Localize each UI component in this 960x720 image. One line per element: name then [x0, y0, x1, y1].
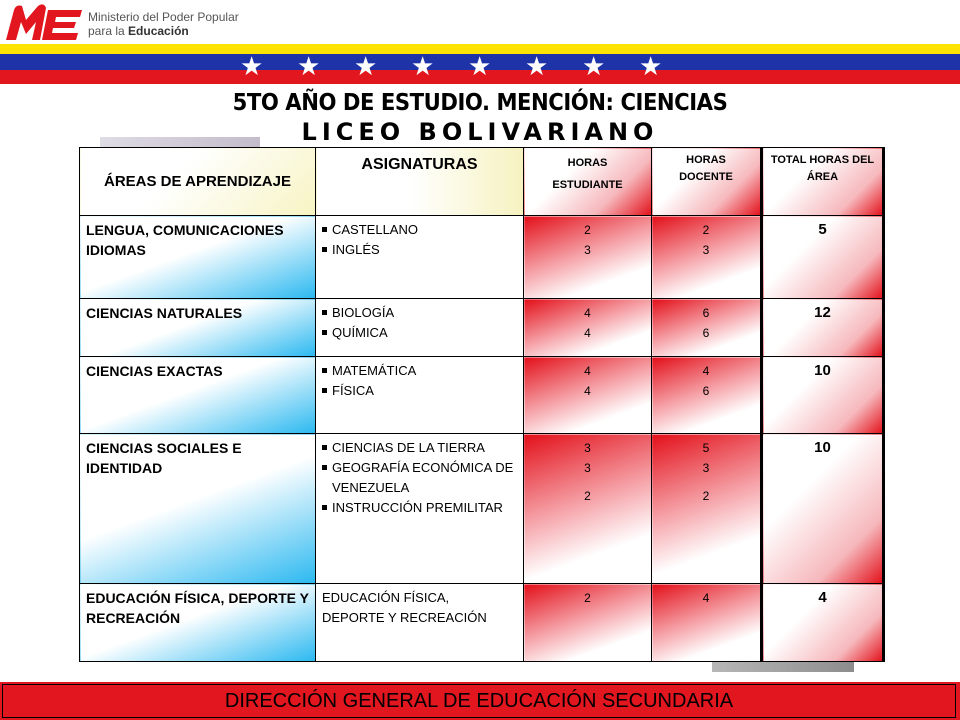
- flag-star-icon: ★: [468, 51, 492, 81]
- flag-star-icon: ★: [582, 51, 606, 81]
- hour-value: 4: [584, 306, 591, 320]
- subject-item: FÍSICA: [322, 381, 517, 401]
- flag-star-icon: ★: [354, 51, 378, 81]
- hour-value: 3: [702, 461, 710, 475]
- subject-item: MATEMÁTICA: [322, 361, 517, 381]
- subject-item: INSTRUCCIÓN PREMILITAR: [322, 498, 517, 518]
- ministry-line-1: Ministerio del Poder Popular: [88, 10, 239, 24]
- flag-star-icon: ★: [297, 51, 321, 81]
- teacher-hours-cell: [652, 299, 762, 357]
- subjects-cell: [316, 357, 524, 434]
- table-row: [80, 216, 884, 299]
- hour-value: 2: [702, 489, 710, 503]
- subject-item: BIOLOGÍA: [322, 303, 517, 323]
- hour-value: 4: [702, 364, 710, 378]
- subject-item: GEOGRAFÍA ECONÓMICA DE VENEZUELA: [322, 458, 517, 498]
- student-hours-cell: [524, 434, 652, 584]
- ministry-line-2-prefix: para la: [88, 24, 125, 38]
- hour-value: 4: [702, 591, 710, 605]
- subjects-cell: [316, 216, 524, 299]
- table-row: [80, 434, 884, 584]
- flag-star-icon: ★: [639, 51, 663, 81]
- ministry-logo: [4, 2, 254, 44]
- subject-item: CIENCIAS DE LA TIERRA: [322, 438, 517, 458]
- subject-list: [322, 220, 517, 260]
- area-cell: CIENCIAS NATURALES: [80, 299, 316, 357]
- hour-value: 4: [584, 364, 591, 378]
- subject-plain: DEPORTE Y RECREACIÓN: [322, 610, 487, 625]
- table-row: [80, 584, 884, 662]
- header-horas-docente: HORAS DOCENTE: [652, 148, 762, 216]
- hour-value: 6: [702, 326, 710, 340]
- subject-plain: EDUCACIÓN FÍSICA,: [322, 590, 450, 605]
- total-hours-cell: 12: [762, 299, 884, 357]
- student-hours-cell: [524, 584, 652, 662]
- total-hours-cell: 5: [762, 216, 884, 299]
- curriculum-table: [79, 147, 885, 662]
- hour-value: 3: [584, 243, 591, 257]
- page-subtitle: LICEO BOLIVARIANO: [301, 118, 659, 140]
- me-logo-icon: [4, 2, 84, 42]
- subjects-cell: [316, 584, 524, 662]
- ministry-line-2: [88, 24, 239, 38]
- hour-value: 2: [584, 223, 591, 237]
- hour-value: 2: [702, 223, 710, 237]
- table-row: [80, 299, 884, 357]
- subject-item: INGLÉS: [322, 240, 517, 260]
- area-cell: CIENCIAS SOCIALES E IDENTIDAD: [80, 434, 316, 584]
- hour-value: 3: [584, 441, 591, 455]
- hour-value: 2: [584, 591, 591, 605]
- hour-value: 3: [702, 243, 710, 257]
- teacher-hours-cell: [652, 584, 762, 662]
- header-areas: ÁREAS DE APRENDIZAJE: [80, 148, 316, 216]
- hour-spacer: [658, 478, 754, 486]
- teacher-hours-cell: [652, 357, 762, 434]
- flag-star-icon: ★: [411, 51, 435, 81]
- area-cell: EDUCACIÓN FÍSICA, DEPORTE Y RECREACIÓN: [80, 584, 316, 662]
- student-hours-cell: [524, 216, 652, 299]
- hour-value: 5: [702, 441, 710, 455]
- footer-text: DIRECCIÓN GENERAL DE EDUCACIÓN SECUNDARIA: [2, 684, 956, 718]
- hour-value: 4: [584, 326, 591, 340]
- subject-list: [322, 361, 517, 401]
- subject-list: [322, 438, 517, 518]
- hour-value: 3: [584, 461, 591, 475]
- flag-star-icon: ★: [525, 51, 549, 81]
- subjects-cell: [316, 434, 524, 584]
- total-hours-cell: 10: [762, 434, 884, 584]
- flag-star-icon: ★: [240, 51, 264, 81]
- area-cell: LENGUA, COMUNICACIONES IDIOMAS: [80, 216, 316, 299]
- header-asignaturas: ASIGNATURAS: [316, 148, 524, 216]
- hour-value: 6: [702, 384, 710, 398]
- area-cell: CIENCIAS EXACTAS: [80, 357, 316, 434]
- hour-spacer: [530, 478, 645, 486]
- total-hours-cell: 4: [762, 584, 884, 662]
- page-title: 5TO AÑO DE ESTUDIO. MENCIÓN: CIENCIAS: [232, 90, 728, 116]
- header-horas-estudiante-line1: HORAS: [567, 157, 608, 169]
- header-horas-estudiante: [524, 148, 652, 216]
- subjects-cell: [316, 299, 524, 357]
- subject-item: CASTELLANO: [322, 220, 517, 240]
- hour-value: 2: [584, 489, 591, 503]
- table-row: [80, 357, 884, 434]
- teacher-hours-cell: [652, 434, 762, 584]
- header-total-horas: TOTAL HORAS DEL ÁREA: [762, 148, 884, 216]
- subject-item: QUÍMICA: [322, 323, 517, 343]
- student-hours-cell: [524, 299, 652, 357]
- ministry-name: [88, 10, 239, 38]
- student-hours-cell: [524, 357, 652, 434]
- teacher-hours-cell: [652, 216, 762, 299]
- hour-value: 6: [702, 306, 710, 320]
- table-header-row: [80, 148, 884, 216]
- subject-list: [322, 303, 517, 343]
- total-hours-cell: 10: [762, 357, 884, 434]
- ministry-line-2-bold: Educación: [128, 24, 189, 38]
- hour-value: 4: [584, 384, 591, 398]
- header-horas-estudiante-line2: ESTUDIANTE: [552, 179, 623, 191]
